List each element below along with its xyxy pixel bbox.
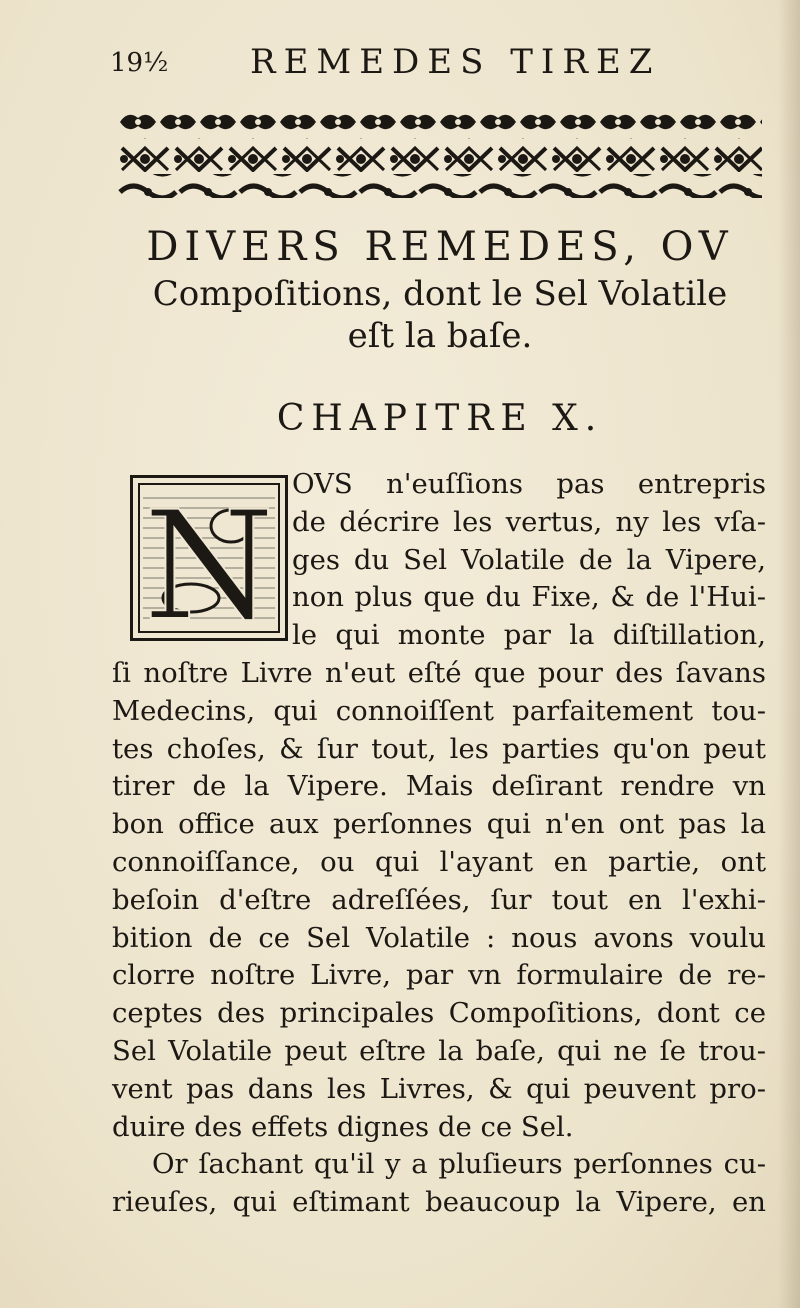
chapter-title: CHAPITRE X. xyxy=(276,398,604,439)
fleuron-band-icon xyxy=(118,108,762,200)
text-line: tes choſes, & ſur tout, les parties qu'on peut xyxy=(112,732,766,765)
text-line: Sel Volatile peut eſtre la baſe, qui ne ſe trou- xyxy=(112,1034,766,1067)
body-text xyxy=(112,466,766,1222)
heading-line-1: DIVERS REMEDES, OV xyxy=(146,224,734,270)
text-line: ſi noſtre Livre n'eut eſté que pour des ſavans xyxy=(112,656,766,689)
text-line: clorre noſtre Livre, par vn formulaire de re- xyxy=(112,959,766,992)
section-heading xyxy=(110,224,770,356)
text-line: beſoin d'eſtre adreſſées, ſur tout en l'exhi- xyxy=(112,883,766,916)
page-number: 19½ xyxy=(110,48,169,78)
text-line: OVS n'euſſions pas entrepris xyxy=(292,468,766,500)
page-gutter-shadow xyxy=(778,0,800,1308)
text-line: Or ſachant qu'il y a pluſieurs perſonnes cu- xyxy=(152,1148,766,1181)
text-line: ges du Sel Volatile de la Vipere, xyxy=(292,543,766,576)
running-head xyxy=(110,42,770,92)
text-line: de décrire les vertus, ny les vſa- xyxy=(292,505,766,538)
text-line: vent pas dans les Livres, & qui peuvent pro- xyxy=(112,1072,766,1105)
text-line: duire des effets dignes de ce Sel. xyxy=(112,1110,574,1143)
heading-line-2: Compoſitions, dont le Sel Volatile xyxy=(152,274,728,314)
dropcap-letter: N xyxy=(143,480,275,638)
text-line: ceptes des principales Compoſitions, dont ce xyxy=(112,997,766,1030)
text-line: connoiſſance, ou qui l'ayant en partie, ont xyxy=(112,845,766,878)
text-line: le qui monte par la diſtillation, xyxy=(292,619,766,652)
text-line: bon office aux perſonnes qui n'en ont pas la xyxy=(112,808,766,841)
text-line: rieuſes, qui eſtimant beaucoup la Vipere, en xyxy=(112,1186,766,1219)
text-line: Medecins, qui connoiſſent parfaitement tou- xyxy=(112,694,766,727)
heading-line-3: eſt la baſe. xyxy=(347,316,533,356)
running-title: REMEDES TIREZ xyxy=(250,42,661,82)
text-line: non plus que du Fixe, & de l'Hui- xyxy=(292,581,766,614)
text-line: tirer de la Vipere. Mais deſirant rendre vn xyxy=(112,770,766,803)
text-line: bition de ce Sel Volatile : nous avons voulu xyxy=(112,921,766,954)
